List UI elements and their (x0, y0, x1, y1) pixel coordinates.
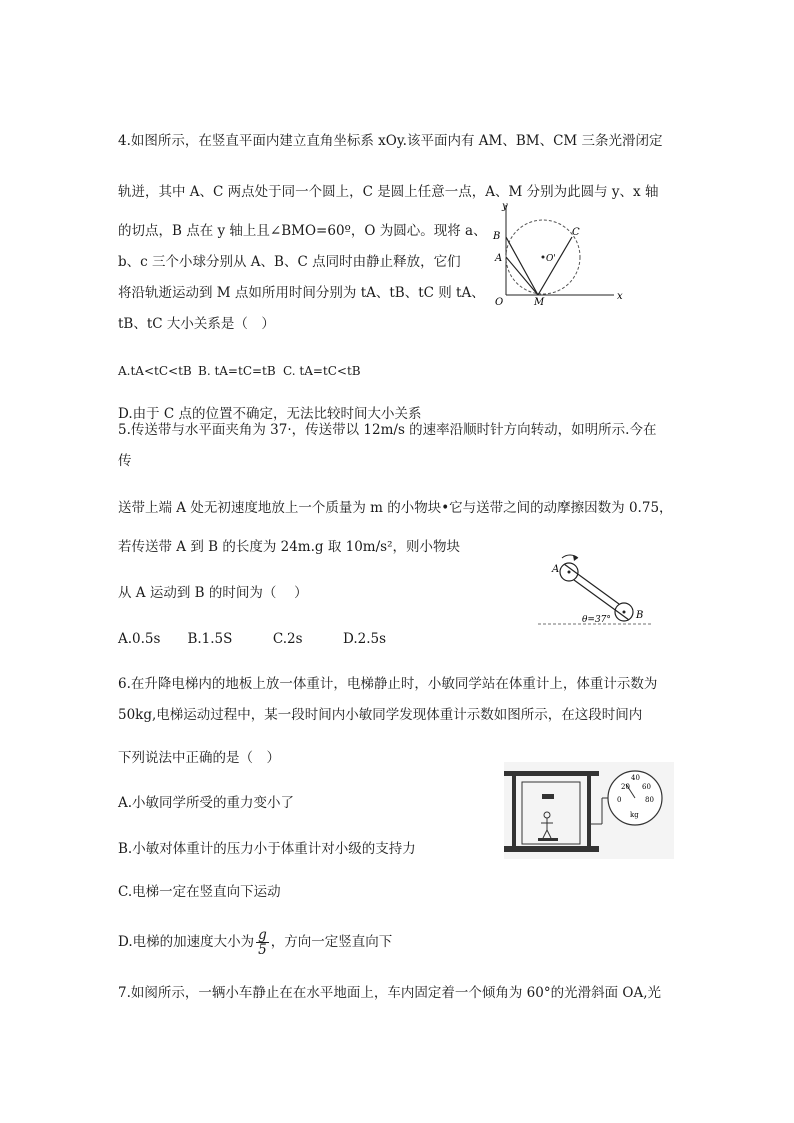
point-m-label: M (534, 297, 545, 308)
q5-conveyor-diagram (538, 544, 658, 638)
g-over-5-fraction (256, 928, 269, 957)
q5-line-1: 5.传送带与水平面夹角为 37·，传送带以 12m/s 的速率沿顺时针方向转动，如明所示.今在 (118, 422, 657, 438)
q4-line-6: tB、tC 大小关系是（ ） (118, 316, 275, 332)
point-b-label: B (636, 610, 644, 621)
x-axis-label: x (617, 291, 623, 302)
q4-line-4: b、c 三个小球分别从 A、B、C 点同时由静止释放，它们 (118, 254, 461, 270)
q6-option-b: B.小敏对体重计的压力小于体重计对小级的支持力 (118, 841, 416, 857)
point-b-label: B (493, 231, 501, 242)
q6-option-d-prefix: D.电梯的加速度大小为 (118, 934, 255, 950)
point-a-label: A (552, 564, 560, 575)
q6-option-c: C.电梯一定在竖直向下运动 (118, 884, 281, 900)
q5-line-5: 从 A 运动到 B 的时间为（ ） (118, 585, 308, 601)
q4-line-1: 4.如图所示，在竖直平面内建立直角坐标系 xOy.该平面内有 AM、BM、CM 三条光滑闭定 (118, 133, 663, 149)
q4-circle-diagram (486, 195, 651, 310)
q6-line-2: 50kg,电梯运动过程中，某一段时间内小敏同学发现体重计示数如图所示，在这段时间内 (118, 707, 643, 723)
q6-option-d-suffix: ，方向一定竖直向下 (270, 934, 393, 950)
q4-line-2: 轨迸，其中 A、C 两点处于同一个圆上，C 是圆上任意一点，A、M 分别为此圆与 y、x 轴 (118, 184, 659, 200)
point-c-label: C (572, 227, 580, 238)
q5-line-2: 传 (118, 453, 132, 469)
fraction-denominator: 5 (258, 942, 267, 958)
q6-line-1: 6.在升降电梯内的地板上放一体重计，电梯静止时，小敏同学站在体重计上，体重计示数为 (118, 676, 658, 692)
scale-tick-0: 0 (617, 796, 622, 804)
q4-option-a: A.tA<tC<tB (118, 364, 192, 378)
angle-label: θ=37° (582, 615, 611, 625)
q4-line-5: 将沿轨逝运动到 M 点如所用时间分别为 tA、tB、tC 则 tA、 (118, 285, 485, 301)
q6-line-3: 下列说法中正确的是（ ） (118, 750, 280, 766)
fraction-numerator: g (258, 927, 267, 943)
center-label: O' (546, 254, 556, 264)
y-axis-label: y (502, 201, 508, 212)
q6-option-a: A.小敏同学所受的重力变小了 (118, 795, 295, 811)
q6-elevator-diagram (504, 762, 674, 859)
q4-line-3: 的切点，B 点在 y 轴上且∠BMO=60º，O 为圆心。现将 a、 (118, 223, 487, 239)
q6-option-d (118, 928, 392, 957)
q7-line-1: 7.如阂所示，一辆小车静止在在水平地面上，车内固定着一个倾角为 60°的光滑斜面 OA,光 (118, 985, 661, 1001)
scale-tick-60: 60 (642, 783, 651, 791)
scale-unit-label: kg (630, 811, 639, 819)
q5-options: A.0.5s B.1.5S C.2s D.2.5s (118, 631, 387, 647)
q5-line-3: 送带上端 A 处无初速度地放上一个质量为 m 的小物块•它与送带之间的动摩擦因数为 0.75， (118, 500, 673, 516)
q5-line-4: 若传送带 A 到 B 的长度为 24m.g 取 10m/s²，则小物块 (118, 539, 460, 555)
origin-label: O (495, 297, 504, 308)
scale-tick-40: 40 (631, 774, 640, 782)
q4-option-d: D.由于 C 点的位置不确定，无法比较时间大小关系 (118, 406, 422, 422)
point-a-label: A (495, 253, 503, 264)
q4-option-c: C. tA=tC<tB (283, 364, 361, 378)
q4-option-b: B. tA=tC=tB (198, 364, 276, 378)
scale-tick-80: 80 (645, 796, 654, 804)
scale-tick-20: 20 (621, 783, 630, 791)
